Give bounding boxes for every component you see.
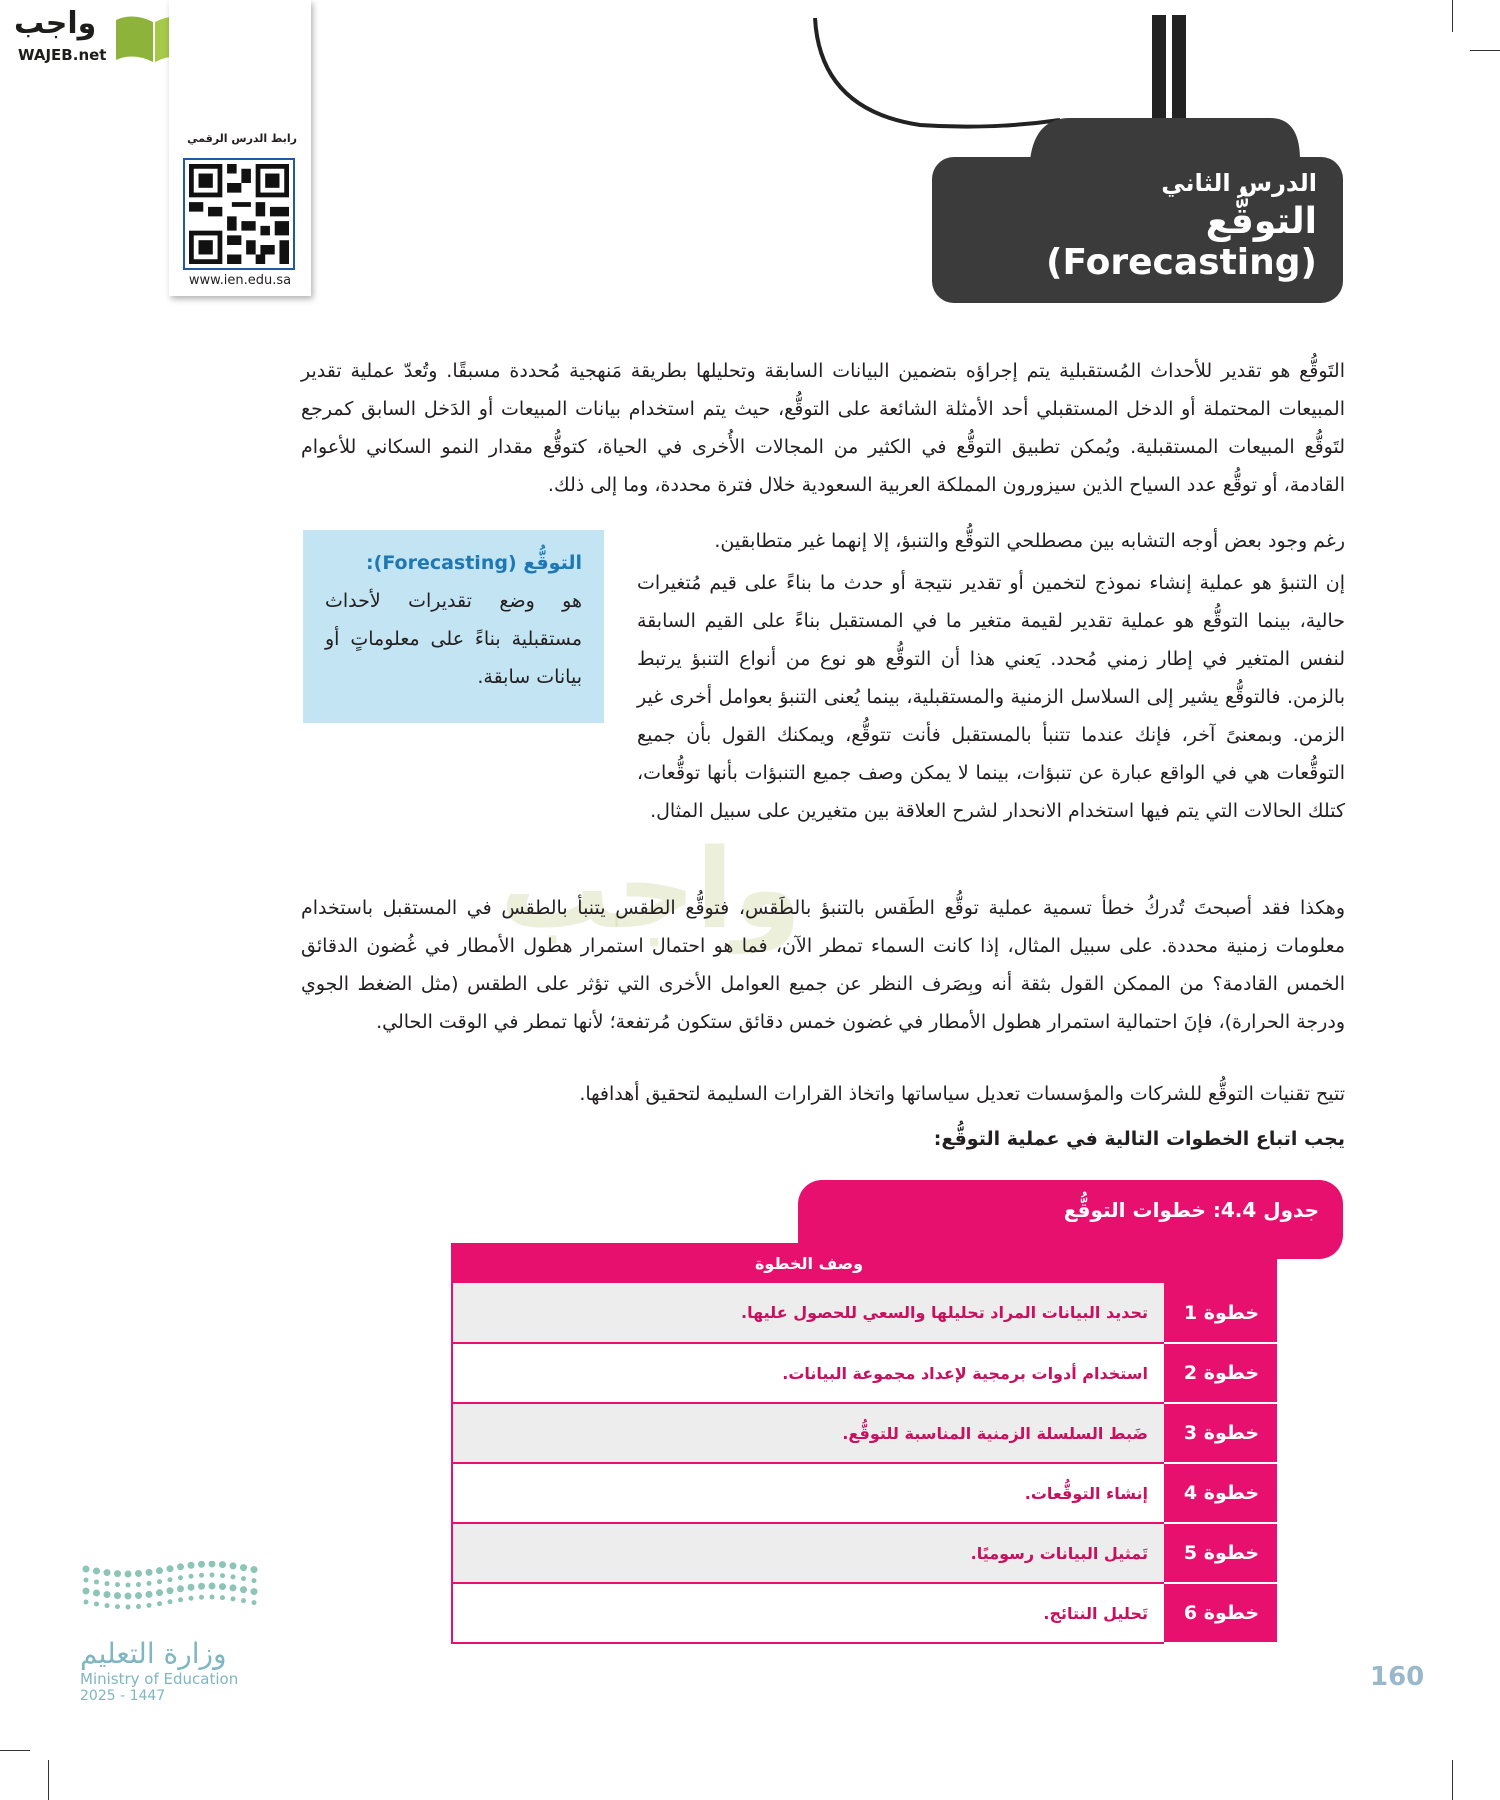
dot	[157, 1579, 162, 1584]
dot	[147, 1581, 152, 1586]
dot	[105, 1603, 110, 1608]
crop-mark	[1452, 0, 1453, 32]
dot	[156, 1567, 163, 1574]
crop-mark	[0, 1750, 30, 1751]
page-number: 160	[1370, 1662, 1425, 1692]
step-description: ضَبط السلسلة الزمنية المناسبة للتوقُّع.	[452, 1403, 1165, 1463]
dot	[157, 1601, 162, 1606]
dot	[156, 1589, 163, 1596]
dot	[105, 1581, 110, 1586]
dot	[167, 1587, 174, 1594]
dot	[231, 1574, 236, 1579]
ministry-year: 2025 - 1447	[80, 1688, 166, 1704]
dot	[210, 1595, 215, 1600]
table-row	[452, 1463, 1277, 1523]
dot	[210, 1573, 215, 1578]
step-description: تحديد البيانات المراد تحليلها والسعي للحصول عليها.	[452, 1283, 1165, 1343]
ministry-dots-icon	[80, 1561, 270, 1621]
dot	[220, 1595, 225, 1600]
definition-heading: التوقُّع (Forecasting):	[366, 552, 582, 574]
crop-mark	[48, 1760, 49, 1800]
dot	[115, 1604, 120, 1609]
dot	[94, 1601, 99, 1606]
dot	[168, 1599, 173, 1604]
crop-mark	[1452, 1760, 1453, 1800]
dot	[114, 1570, 121, 1577]
ministry-english: Ministry of Education	[80, 1670, 239, 1688]
dot	[177, 1563, 184, 1570]
dot	[146, 1591, 153, 1598]
dot	[240, 1564, 247, 1571]
watermark: واجب	[500, 825, 802, 953]
cable-decoration	[800, 0, 1300, 170]
dot	[136, 1582, 141, 1587]
definition-body: هو وضع تقديرات لأحداث مستقبلية بناءً على معلوماتٍ أو بيانات سابقة.	[325, 590, 582, 688]
dot	[188, 1584, 195, 1591]
qr-card[interactable]	[169, 0, 311, 296]
dot	[251, 1566, 258, 1573]
step-header-cell	[1165, 1243, 1277, 1283]
dot	[125, 1592, 132, 1599]
dot	[168, 1577, 173, 1582]
table-row	[452, 1583, 1277, 1643]
dot	[93, 1567, 100, 1574]
dot	[241, 1576, 246, 1581]
dot	[198, 1583, 205, 1590]
dot	[114, 1592, 121, 1599]
dot	[146, 1569, 153, 1576]
step-description: تَحليل النتائج.	[452, 1583, 1165, 1643]
lesson-title-box	[932, 157, 1343, 303]
qr-url[interactable]: www.ien.edu.sa	[188, 273, 292, 288]
steps-table	[451, 1243, 1277, 1644]
table-row	[452, 1403, 1277, 1463]
dot	[220, 1573, 225, 1578]
intro-paragraph: التَوقُّع هو تقدير للأحداث المُستقبلية يتم إجراؤه بتضمين البيانات السابقة وتحليلها بطريقة مَنهجية مُحددة مسبقًا. وتُعدّ عملية تقدير المبيعات المحتملة أو الدخل المستقبلي أحد الأمثلة الشائعة على التوقُّع، حيث يتم استخدام بيانات المبيعات أو الدَخل السابق كمرجع لتَوقُّع المبيعات المستقبلية. ويُمكن تطبيق التوقُّع في الكثير من المجالات الأُخرى في الحياة، كتوقُّع مقدار النمو السكاني للأعوام القادمة، أو توقُّع عدد السياح الذين سيزورون المملكة العربية السعودية خلال فترة محددة، وما إلى ذلك.	[301, 360, 1345, 496]
dot	[167, 1565, 174, 1572]
similarity-sentence: رغم وجود بعض أوجه التشابه بين مصطلحي التوقُّع والتنبؤ، إلا إنهما غير متطابقين.	[714, 530, 1345, 552]
dot	[178, 1575, 183, 1580]
dot	[126, 1582, 131, 1587]
dot	[230, 1584, 237, 1591]
step-number: خطوة 1	[1165, 1283, 1277, 1343]
dot	[84, 1600, 89, 1605]
dot	[231, 1596, 236, 1601]
step-number: خطوة 5	[1165, 1523, 1277, 1583]
dot	[209, 1583, 216, 1590]
dot	[252, 1600, 257, 1605]
dot	[83, 1566, 90, 1573]
step-description: استخدام أدوات برمجية لإعداد مجموعة البيانات.	[452, 1343, 1165, 1403]
ministry-arabic: وزارة التعليم	[80, 1637, 227, 1670]
dot	[199, 1573, 204, 1578]
dot	[209, 1561, 216, 1568]
difference-paragraph: إن التنبؤ هو عملية إنشاء نموذج لتخمين أو تقدير نتيجة أو حدث ما بناءً على قيم مُتغيرات حالية، بينما التوقُّع هو عملية تقدير لقيمة متغير ما في المستقبل بناءً على القيم السابقة لنفس المتغير في إطار زمني مُحدد. يَعني هذا أن التوقُّع هو نوع من أنواع التنبؤ يرتبط بالزمن. فالتوقُّع يشير إلى السلاسل الزمنية والمستقبلية، بينما يُعنى التنبؤ بعوامل أخرى غير الزمن. وبمعنىً آخر، فإنك عندما تتنبأ بالمستقبل فأنت تتوقُّع، ويمكنك القول بأن جميع التوقُّعات هي في الواقع عبارة عن تنبؤات، بينما لا يمكن وصف جميع التنبؤات بأنها توقُّعات، كتلك الحالات التي يتم فيها استخدام الانحدار لشرح العلاقة بين متغيرين على سبيل المثال.	[637, 572, 1345, 822]
ministry-logo	[80, 1561, 270, 1726]
table-caption: جدول 4.4: خطوات التوقُّع	[798, 1180, 1343, 1259]
logo-english: WAJEB.net	[18, 46, 107, 64]
table-row	[452, 1523, 1277, 1583]
dot	[198, 1561, 205, 1568]
forecast-vs-prediction	[637, 522, 1345, 830]
benefits-paragraph: تتيح تقنيات التوقُّع للشركات والمؤسسات تعديل سياساتها واتخاذ القرارات السليمة لتحقيق أهدافها.	[579, 1083, 1345, 1105]
wajeb-logo	[8, 6, 193, 68]
description-header: وصف الخطوة	[452, 1243, 1165, 1283]
table-header-row	[452, 1243, 1277, 1283]
dot	[147, 1603, 152, 1608]
logo-arabic: واجب	[14, 6, 97, 41]
dot	[219, 1561, 226, 1568]
dot	[230, 1562, 237, 1569]
dot	[240, 1586, 247, 1593]
lesson-title: التوقُّع (Forecasting)	[1046, 201, 1317, 283]
table-row	[452, 1283, 1277, 1343]
dot	[136, 1604, 141, 1609]
steps-intro: يجب اتباع الخطوات التالية في عملية التوقُّع:	[933, 1128, 1345, 1150]
step-number: خطوة 6	[1165, 1583, 1277, 1643]
dot	[188, 1562, 195, 1569]
table-row	[452, 1343, 1277, 1403]
dot	[125, 1570, 132, 1577]
dot	[241, 1598, 246, 1603]
dot	[84, 1578, 89, 1583]
dot	[219, 1583, 226, 1590]
dot	[115, 1582, 120, 1587]
dot	[199, 1595, 204, 1600]
dot	[177, 1585, 184, 1592]
dot	[94, 1579, 99, 1584]
step-description: إنشاء التوقُّعات.	[452, 1463, 1165, 1523]
step-number: خطوة 4	[1165, 1463, 1277, 1523]
dot	[251, 1588, 258, 1595]
dot	[252, 1578, 257, 1583]
weather-paragraph: وهكذا فقد أصبحتَ تُدركُ خطأ تسمية عملية توقُّع الطَقس بالتنبؤ بالطَقس، فتوقُّع الطقس يتنبأ بالطقس في المستقبل باستخدام معلومات زمنية محددة. على سبيل المثال، إذا كانت السماء تمطر الآن، فما هو احتمال استمرار هطول الأمطار في غُضون الدقائق الخمس القادمة؟ من الممكن القول بثقة أنه وبِصَرف النظر عن جميع العوامل الأخرى التي تؤثر على الطقس (مثل الضغط الجوي ودرجة الحرارة)، فإنَ احتمالية استمرار هطول الأمطار في غضون خمس دقائق ستكون مُرتفعة؛ لأنها تمطر في الوقت الحالي.	[301, 897, 1345, 1033]
dot	[189, 1596, 194, 1601]
dot	[104, 1569, 111, 1576]
step-description: تَمثيل البيانات رسوميًا.	[452, 1523, 1165, 1583]
dot	[83, 1588, 90, 1595]
dot	[135, 1570, 142, 1577]
step-number: خطوة 2	[1165, 1343, 1277, 1403]
qr-code-icon[interactable]	[183, 158, 295, 270]
crop-mark	[1470, 50, 1500, 51]
dot	[93, 1589, 100, 1596]
qr-label: رابط الدرس الرقمي	[187, 132, 297, 145]
lesson-number: الدرس الثاني	[1161, 169, 1317, 197]
dot	[126, 1604, 131, 1609]
step-number: خطوة 3	[1165, 1403, 1277, 1463]
dot	[135, 1592, 142, 1599]
definition-box	[303, 530, 604, 723]
dot	[189, 1574, 194, 1579]
dot	[178, 1597, 183, 1602]
dot	[104, 1591, 111, 1598]
